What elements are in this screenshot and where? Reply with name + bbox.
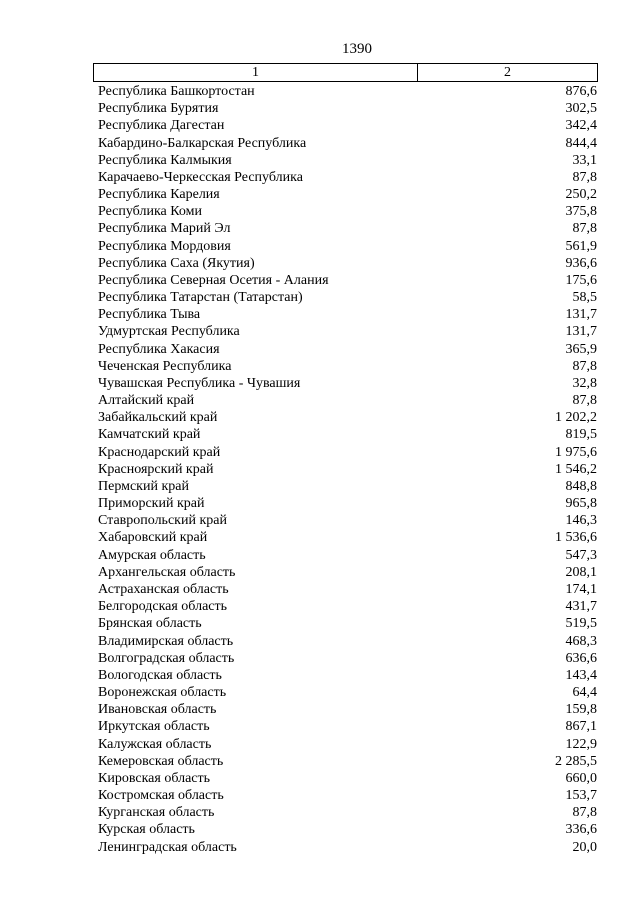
table-row [98, 341, 597, 358]
region-value: 175,6 [565, 272, 597, 288]
region-name: Воронежская область [98, 685, 227, 701]
region-value: 159,8 [565, 702, 597, 718]
region-value: 33,1 [572, 152, 597, 168]
region-value: 819,5 [565, 427, 597, 443]
region-value: 636,6 [565, 650, 597, 666]
region-name: Красноярский край [98, 461, 214, 477]
region-name: Республика Дагестан [98, 118, 225, 134]
region-value: 1 202,2 [555, 410, 597, 426]
region-value: 1 546,2 [555, 461, 597, 477]
region-value: 547,3 [565, 547, 597, 563]
region-value: 146,3 [565, 513, 597, 529]
region-value: 1 975,6 [555, 444, 597, 460]
table-row [98, 306, 597, 323]
table-row [98, 684, 597, 701]
region-name: Хабаровский край [98, 530, 208, 546]
region-value: 64,4 [572, 685, 597, 701]
region-name: Забайкальский край [98, 410, 218, 426]
region-name: Республика Башкортостан [98, 84, 255, 99]
table-row [98, 478, 597, 495]
region-value: 375,8 [565, 204, 597, 220]
region-name: Чеченская Республика [98, 358, 232, 374]
table-row [98, 753, 597, 770]
region-value: 32,8 [572, 375, 597, 391]
region-name: Курганская область [98, 805, 215, 821]
region-value: 20,0 [572, 839, 597, 855]
region-name: Республика Татарстан (Татарстан) [98, 290, 303, 306]
region-value: 143,4 [565, 667, 597, 683]
table-row [98, 117, 597, 134]
region-value: 87,8 [572, 358, 597, 374]
region-value: 867,1 [565, 719, 597, 735]
region-name: Ленинградская область [98, 839, 237, 855]
region-value: 1 536,6 [555, 530, 597, 546]
table-row [98, 633, 597, 650]
region-name: Курская область [98, 822, 195, 838]
table-row [98, 461, 597, 478]
table-row [98, 289, 597, 306]
region-name: Брянская область [98, 616, 202, 632]
region-name: Астраханская область [98, 581, 229, 597]
region-value: 660,0 [565, 770, 597, 786]
region-value: 431,7 [565, 599, 597, 615]
region-value: 342,4 [565, 118, 597, 134]
region-value: 848,8 [565, 478, 597, 494]
table-body [98, 83, 597, 856]
region-value: 561,9 [565, 238, 597, 254]
table-row [98, 83, 597, 100]
table-row [98, 839, 597, 856]
table-row [98, 220, 597, 237]
region-value: 468,3 [565, 633, 597, 649]
region-name: Владимирская область [98, 633, 234, 649]
table-row [98, 615, 597, 632]
region-value: 87,8 [572, 169, 597, 185]
region-name: Республика Хакасия [98, 341, 220, 357]
table-row [98, 375, 597, 392]
table-row [98, 529, 597, 546]
region-name: Калужская область [98, 736, 212, 752]
region-name: Республика Мордовия [98, 238, 231, 254]
region-name: Карачаево-Черкесская Республика [98, 169, 303, 185]
region-name: Республика Карелия [98, 187, 220, 203]
region-value: 122,9 [565, 736, 597, 752]
region-value: 131,7 [565, 324, 597, 340]
table-row [98, 701, 597, 718]
region-value: 174,1 [565, 581, 597, 597]
table-row [98, 770, 597, 787]
region-value: 302,5 [565, 101, 597, 117]
region-value: 58,5 [572, 290, 597, 306]
region-value: 2 285,5 [555, 753, 597, 769]
region-value: 365,9 [565, 341, 597, 357]
table-row [98, 495, 597, 512]
table-row [98, 650, 597, 667]
region-name: Амурская область [98, 547, 206, 563]
region-value: 965,8 [565, 496, 597, 512]
region-name: Республика Саха (Якутия) [98, 255, 255, 271]
region-name: Республика Тыва [98, 307, 201, 323]
region-value: 87,8 [572, 393, 597, 409]
region-value: 153,7 [565, 788, 597, 804]
table-row [98, 667, 597, 684]
table-row [98, 598, 597, 615]
table-row [98, 392, 597, 409]
table-row [98, 135, 597, 152]
region-value: 131,7 [565, 307, 597, 323]
table-row [98, 203, 597, 220]
table-row [98, 804, 597, 821]
table-row [98, 323, 597, 340]
table-row [98, 564, 597, 581]
region-name: Кировская область [98, 770, 211, 786]
table-row [98, 821, 597, 838]
region-name: Алтайский край [98, 393, 195, 409]
page-number: 1390 [342, 41, 372, 57]
region-name: Республика Коми [98, 204, 202, 220]
region-name: Чувашская Республика - Чувашия [98, 375, 301, 391]
region-value: 519,5 [565, 616, 597, 632]
table-row [98, 547, 597, 564]
table-header [93, 63, 598, 82]
region-value: 876,6 [565, 84, 597, 99]
table-row [98, 358, 597, 375]
column-header-1: 1 [94, 64, 418, 81]
region-name: Кемеровская область [98, 753, 224, 769]
region-name: Республика Северная Осетия - Алания [98, 272, 329, 288]
region-name: Пермский край [98, 478, 189, 494]
table-row [98, 100, 597, 117]
region-name: Республика Калмыкия [98, 152, 232, 168]
region-name: Республика Бурятия [98, 101, 219, 117]
region-name: Иркутская область [98, 719, 210, 735]
table-row [98, 169, 597, 186]
table-row [98, 718, 597, 735]
table-row [98, 186, 597, 203]
region-name: Вологодская область [98, 667, 222, 683]
region-name: Ивановская область [98, 702, 217, 718]
table-row [98, 581, 597, 598]
region-name: Республика Марий Эл [98, 221, 231, 237]
region-value: 250,2 [565, 187, 597, 203]
table-row [98, 426, 597, 443]
region-name: Краснодарский край [98, 444, 221, 460]
region-name: Камчатский край [98, 427, 201, 443]
region-name: Костромская область [98, 788, 224, 804]
region-name: Удмуртская Республика [98, 324, 240, 340]
table-row [98, 787, 597, 804]
table-row [98, 272, 597, 289]
region-name: Архангельская область [98, 564, 236, 580]
region-value: 844,4 [565, 135, 597, 151]
table-row [98, 152, 597, 169]
table-row [98, 736, 597, 753]
region-value: 87,8 [572, 221, 597, 237]
region-name: Кабардино-Балкарская Республика [98, 135, 307, 151]
region-value: 936,6 [565, 255, 597, 271]
region-value: 208,1 [565, 564, 597, 580]
region-value: 87,8 [572, 805, 597, 821]
region-value: 336,6 [565, 822, 597, 838]
region-name: Ставропольский край [98, 513, 227, 529]
region-name: Волгоградская область [98, 650, 235, 666]
table-row [98, 512, 597, 529]
column-header-2: 2 [504, 65, 511, 80]
region-name: Белгородская область [98, 599, 228, 615]
region-name: Приморский край [98, 496, 205, 512]
table-row [98, 238, 597, 255]
table-row [98, 255, 597, 272]
table-row [98, 444, 597, 461]
table-row [98, 409, 597, 426]
